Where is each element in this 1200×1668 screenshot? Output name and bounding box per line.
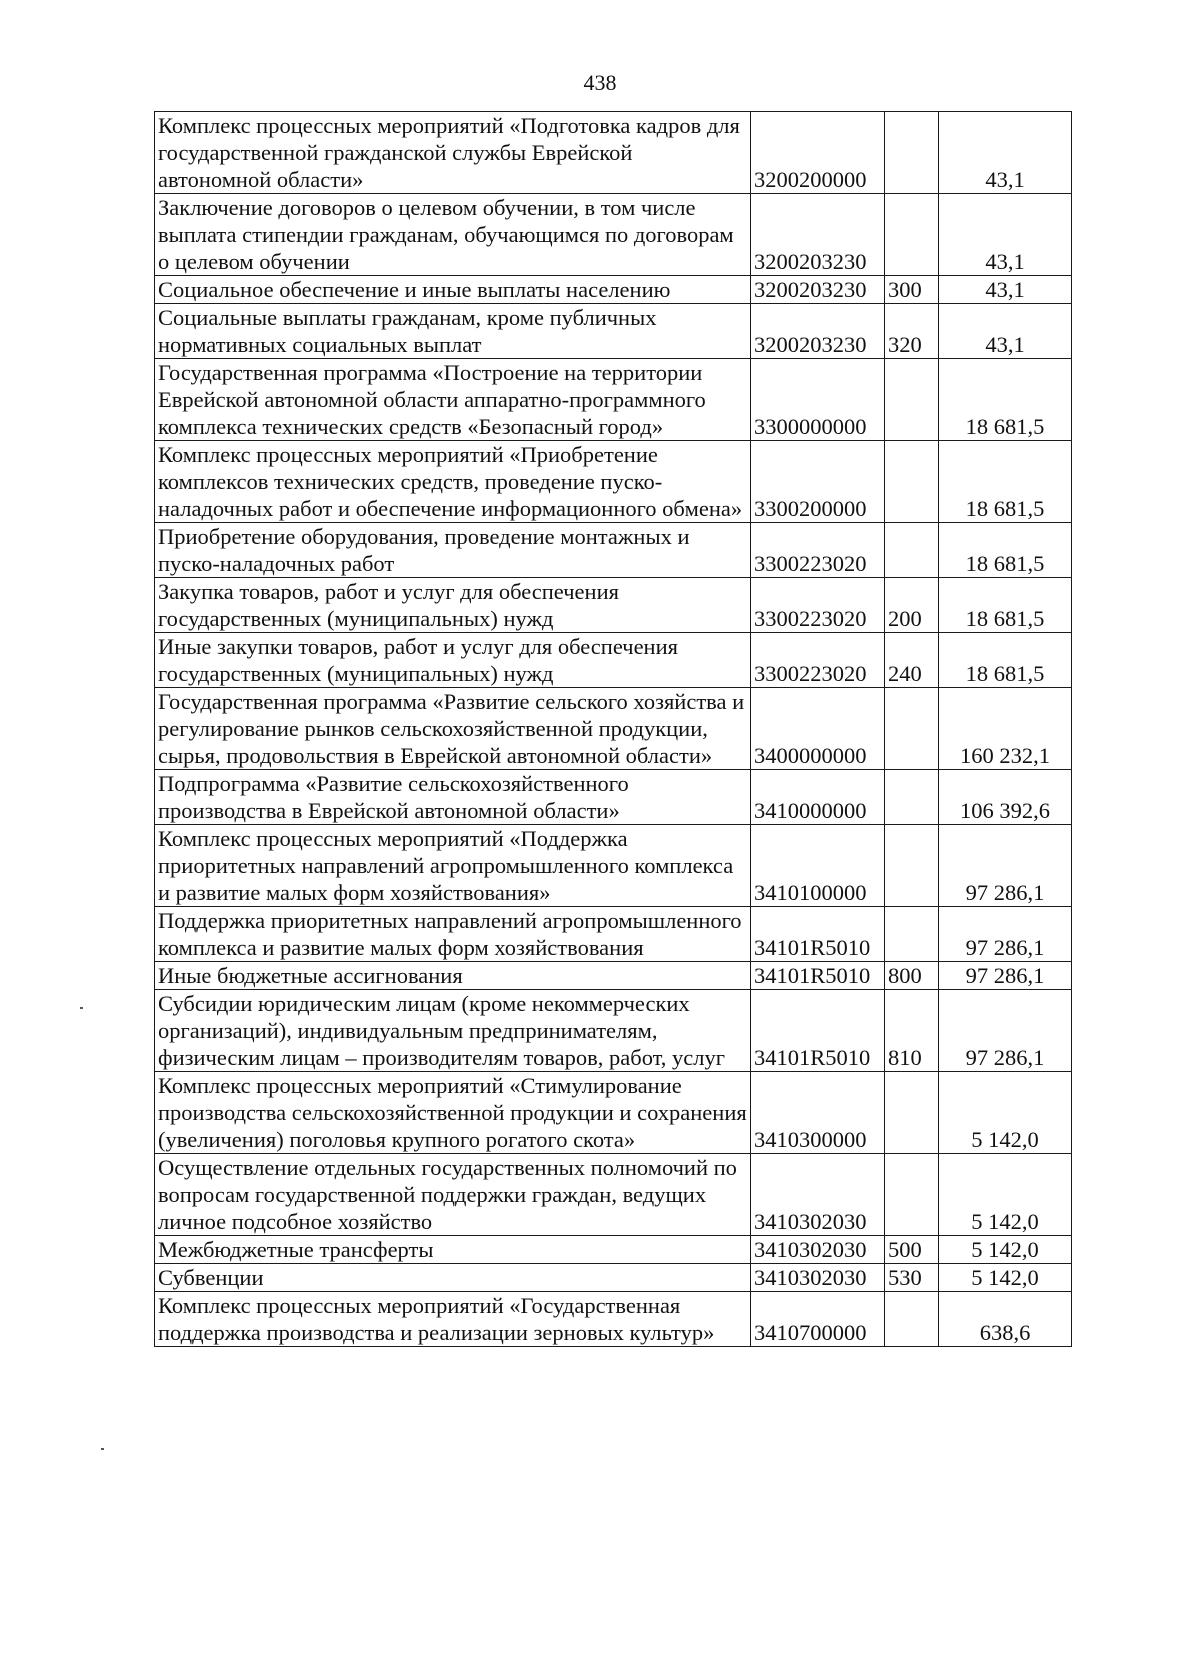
table-row [155, 825, 1072, 907]
row-code-cell: 3300000000 [751, 359, 885, 441]
table-row [155, 1264, 1072, 1292]
row-name-cell: Государственная программа «Построение на территории Еврейской автономной области аппаратно-программного комплекса технических средств «Безопасный город» [155, 359, 751, 441]
row-expense-type-cell [885, 825, 939, 907]
budget-table [154, 111, 1072, 1347]
row-expense-type-cell: 200 [885, 578, 939, 633]
row-amount-cell: 97 286,1 [939, 962, 1072, 990]
page-number: 438 [583, 70, 617, 95]
table-row [155, 304, 1072, 359]
table-row [155, 523, 1072, 578]
scan-speck [80, 1007, 83, 1009]
row-expense-type-cell: 500 [885, 1236, 939, 1264]
row-code-cell: 3410302030 [751, 1154, 885, 1236]
row-code-cell: 3410000000 [751, 770, 885, 825]
table-row [155, 770, 1072, 825]
row-code-cell: 3300223020 [751, 578, 885, 633]
table-row [155, 990, 1072, 1072]
row-name-cell: Иные бюджетные ассигнования [155, 962, 751, 990]
row-amount-cell: 5 142,0 [939, 1154, 1072, 1236]
row-name-cell: Поддержка приоритетных направлений агропромышленного комплекса и развитие малых форм хозяйствования [155, 907, 751, 962]
row-code-cell: 3300223020 [751, 633, 885, 688]
table-row [155, 1154, 1072, 1236]
table-row [155, 441, 1072, 523]
table-row [155, 688, 1072, 770]
scan-speck [101, 1448, 104, 1450]
row-name-cell: Приобретение оборудования, проведение монтажных и пуско-наладочных работ [155, 523, 751, 578]
row-amount-cell: 18 681,5 [939, 359, 1072, 441]
row-name-cell: Подпрограмма «Развитие сельскохозяйственного производства в Еврейской автономной области» [155, 770, 751, 825]
table-row [155, 1236, 1072, 1264]
row-name-cell: Осуществление отдельных государственных полномочий по вопросам государственной поддержки граждан, ведущих личное подсобное хозяйство [155, 1154, 751, 1236]
row-amount-cell: 160 232,1 [939, 688, 1072, 770]
row-expense-type-cell [885, 1292, 939, 1347]
row-code-cell: 3410700000 [751, 1292, 885, 1347]
row-code-cell: 3410100000 [751, 825, 885, 907]
table-row [155, 633, 1072, 688]
row-name-cell: Социальные выплаты гражданам, кроме публичных нормативных социальных выплат [155, 304, 751, 359]
row-name-cell: Комплекс процессных мероприятий «Поддержка приоритетных направлений агропромышленного комплекса и развитие малых форм хозяйствования» [155, 825, 751, 907]
row-expense-type-cell: 530 [885, 1264, 939, 1292]
row-amount-cell: 106 392,6 [939, 770, 1072, 825]
row-expense-type-cell [885, 907, 939, 962]
row-expense-type-cell: 320 [885, 304, 939, 359]
row-amount-cell: 43,1 [939, 112, 1072, 194]
row-amount-cell: 97 286,1 [939, 990, 1072, 1072]
row-expense-type-cell: 800 [885, 962, 939, 990]
row-expense-type-cell: 300 [885, 276, 939, 304]
row-expense-type-cell [885, 770, 939, 825]
table-row [155, 1072, 1072, 1154]
row-amount-cell: 43,1 [939, 194, 1072, 276]
table-row [155, 112, 1072, 194]
row-name-cell: Межбюджетные трансферты [155, 1236, 751, 1264]
row-name-cell: Иные закупки товаров, работ и услуг для обеспечения государственных (муниципальных) нужд [155, 633, 751, 688]
row-name-cell: Комплекс процессных мероприятий «Подготовка кадров для государственной гражданской службы Еврейской автономной области» [155, 112, 751, 194]
row-name-cell: Социальное обеспечение и иные выплаты населению [155, 276, 751, 304]
row-name-cell: Комплекс процессных мероприятий «Приобретение комплексов технических средств, проведение пуско-наладочных работ и обеспечение информационного обмена» [155, 441, 751, 523]
row-code-cell: 3200203230 [751, 276, 885, 304]
row-expense-type-cell [885, 194, 939, 276]
row-code-cell: 3300223020 [751, 523, 885, 578]
row-amount-cell: 18 681,5 [939, 633, 1072, 688]
row-code-cell: 34101R5010 [751, 907, 885, 962]
row-amount-cell: 97 286,1 [939, 825, 1072, 907]
row-name-cell: Заключение договоров о целевом обучении, в том числе выплата стипендии гражданам, обучающимся по договорам о целевом обучении [155, 194, 751, 276]
row-code-cell: 3200203230 [751, 194, 885, 276]
row-amount-cell: 18 681,5 [939, 578, 1072, 633]
row-expense-type-cell [885, 688, 939, 770]
row-expense-type-cell [885, 441, 939, 523]
row-code-cell: 34101R5010 [751, 962, 885, 990]
row-expense-type-cell: 240 [885, 633, 939, 688]
row-amount-cell: 43,1 [939, 304, 1072, 359]
row-name-cell: Государственная программа «Развитие сельского хозяйства и регулирование рынков сельскохозяйственной продукции, сырья, продовольствия в Еврейской автономной области» [155, 688, 751, 770]
row-amount-cell: 43,1 [939, 276, 1072, 304]
table-row [155, 907, 1072, 962]
table-row [155, 276, 1072, 304]
row-expense-type-cell [885, 523, 939, 578]
row-amount-cell: 5 142,0 [939, 1264, 1072, 1292]
row-amount-cell: 5 142,0 [939, 1236, 1072, 1264]
row-code-cell: 3410300000 [751, 1072, 885, 1154]
row-amount-cell: 18 681,5 [939, 441, 1072, 523]
row-code-cell: 3410302030 [751, 1264, 885, 1292]
row-expense-type-cell [885, 112, 939, 194]
row-expense-type-cell [885, 359, 939, 441]
row-amount-cell: 638,6 [939, 1292, 1072, 1347]
table-body [155, 112, 1072, 1347]
row-amount-cell: 97 286,1 [939, 907, 1072, 962]
table-row [155, 359, 1072, 441]
row-name-cell: Закупка товаров, работ и услуг для обеспечения государственных (муниципальных) нужд [155, 578, 751, 633]
row-expense-type-cell [885, 1154, 939, 1236]
row-code-cell: 3200200000 [751, 112, 885, 194]
table-row [155, 962, 1072, 990]
row-code-cell: 3300200000 [751, 441, 885, 523]
row-name-cell: Комплекс процессных мероприятий «Государственная поддержка производства и реализации зерновых культур» [155, 1292, 751, 1347]
row-amount-cell: 18 681,5 [939, 523, 1072, 578]
row-code-cell: 3410302030 [751, 1236, 885, 1264]
row-code-cell: 34101R5010 [751, 990, 885, 1072]
row-expense-type-cell [885, 1072, 939, 1154]
table-row [155, 578, 1072, 633]
row-name-cell: Субвенции [155, 1264, 751, 1292]
row-code-cell: 3200203230 [751, 304, 885, 359]
row-name-cell: Субсидии юридическим лицам (кроме некоммерческих организаций), индивидуальным предпринимателям, физическим лицам – производителям товаров, работ, услуг [155, 990, 751, 1072]
table-row [155, 1292, 1072, 1347]
table-row [155, 194, 1072, 276]
row-name-cell: Комплекс процессных мероприятий «Стимулирование производства сельскохозяйственной продукции и сохранения (увеличения) поголовья крупного рогатого скота» [155, 1072, 751, 1154]
row-expense-type-cell: 810 [885, 990, 939, 1072]
row-amount-cell: 5 142,0 [939, 1072, 1072, 1154]
row-code-cell: 3400000000 [751, 688, 885, 770]
